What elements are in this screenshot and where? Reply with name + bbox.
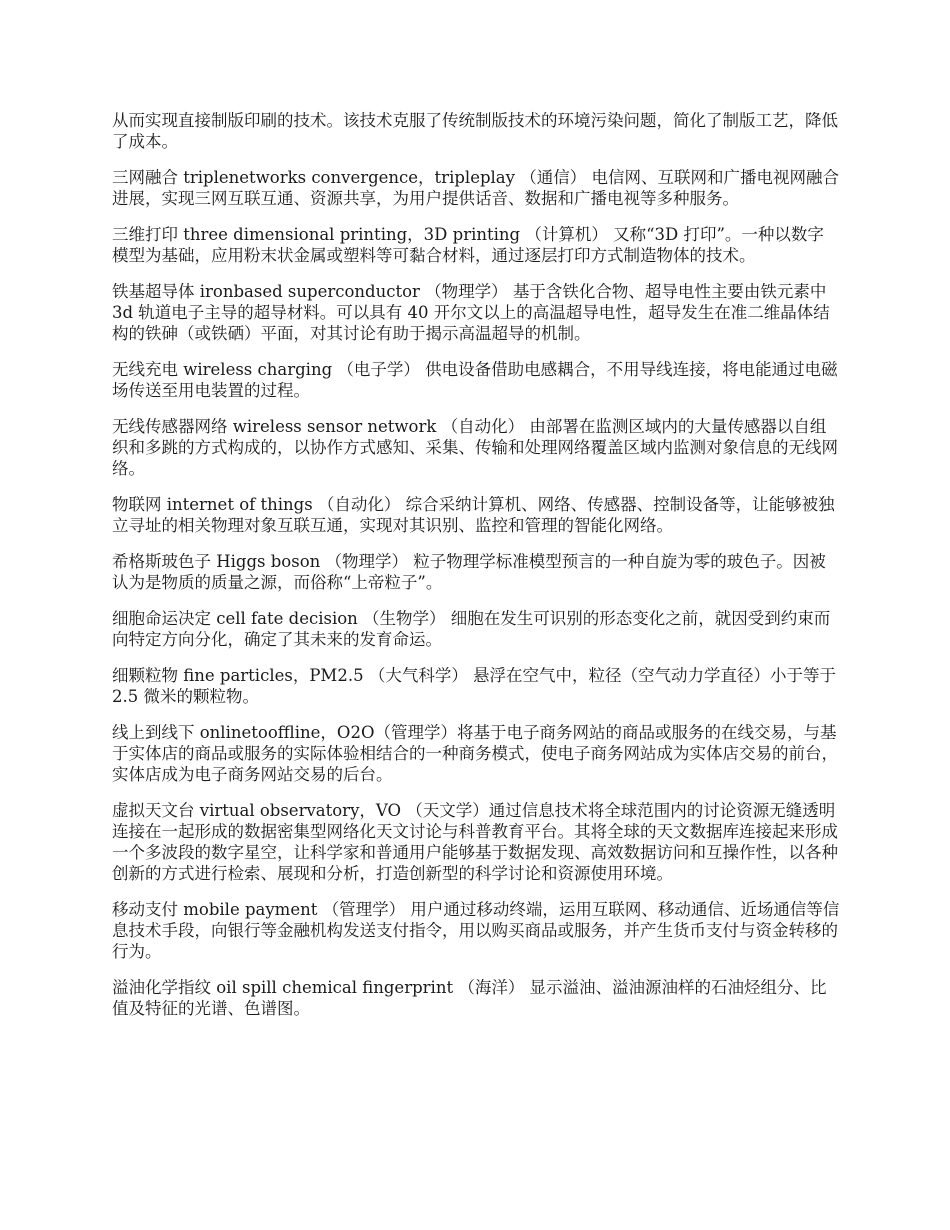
paragraph-internet-of-things: 物联网 internet of things （自动化） 综合采纳计算机、网络、传感器、控制设备等，让能够被独立寻址的相关物理对象互联互通，实现对其识别、监控和管理的智能化网络。 [112,495,835,535]
paragraph-oil-spill: 溢油化学指纹 oil spill chemical fingerprint （海洋） 显示溢油、溢油源油样的石油烃组分、比值及特征的光谱、色谱图。 [112,978,827,1018]
paragraph-mobile-payment: 移动支付 mobile payment （管理学） 用户通过移动终端，运用互联网、移动通信、近场通信等信息技术手段，向银行等金融机构发送支付指令，用以购买商品或服务，并产生货币支付与资金转移的行为。 [112,900,840,961]
paragraph-fine-particles: 细颗粒物 fine particles，PM2.5 （大气科学） 悬浮在空气中，粒径（空气动力学直径）小于等于 2.5 微米的颗粒物。 [112,666,837,706]
paragraph-iron-superconductor: 铁基超导体 ironbased superconductor （物理学） 基于含铁化合物、超导电性主要由铁元素中 3d 轨道电子主导的超导材料。可以具有 40 开尔文以上的高温超导电性，超导发生在准二维晶体结构的铁砷（或铁硒）平面，对其讨论有助于揭示高温超导的机制。 [112,282,830,343]
paragraph-o2o: 线上到线下 onlinetooffline，O2O（管理学）将基于电子商务网站的商品或服务的在线交易，与基于实体店的商品或服务的实际体验相结合的一种商务模式，使电子商务网站成为实体店交易的前台，实体店成为电子商务网站交易的后台。 [112,723,838,784]
paragraph-wireless-sensor-network: 无线传感器网络 wireless sensor network （自动化） 由部署在监测区域内的大量传感器以自组织和多跳的方式构成的，以协作方式感知、采集、传输和处理网络覆盖区域内监测对象信息的无线网络。 [112,417,838,478]
paragraph-3d-printing: 三维打印 three dimensional printing，3D printing （计算机） 又称“3D 打印”。一种以数字模型为基础，应用粉末状金属或塑料等可黏合材料，通过逐层打印方式制造物体的技术。 [112,225,824,265]
paragraph-triple-network: 三网融合 triplenetworks convergence，tripleplay （通信） 电信网、互联网和广播电视网融合进展，实现三网互联互通、资源共享，为用户提供话音、数据和广播电视等多种服务。 [112,168,839,208]
document-page [112,110,840,1034]
paragraph-wireless-charging: 无线充电 wireless charging （电子学） 供电设备借助电感耦合，不用导线连接，将电能通过电磁场传送至用电装置的过程。 [112,360,838,400]
paragraph-cell-fate: 细胞命运决定 cell fate decision （生物学） 细胞在发生可识别的形态变化之前，就因受到约束而向特定方向分化，确定了其未来的发育命运。 [112,609,831,649]
paragraph-higgs-boson: 希格斯玻色子 Higgs boson （物理学） 粒子物理学标准模型预言的一种自旋为零的玻色子。因被认为是物质的质量之源，而俗称“上帝粒子”。 [112,552,826,592]
paragraph-virtual-observatory: 虚拟天文台 virtual observatory，VO （天文学）通过信息技术将全球范围内的讨论资源无缝透明连接在一起形成的数据密集型网络化天文讨论与科普教育平台。其将全球的天文数据库连接起来形成一个多波段的数字星空，让科学家和普通用户能够基于数据发现、高效数据访问和互操作性，以各种创新的方式进行检索、展现和分析，打造创新型的科学讨论和资源使用环境。 [112,801,838,883]
paragraph-continuation: 从而实现直接制版印刷的技术。该技术克服了传统制版技术的环境污染问题，简化了制版工艺，降低了成本。 [112,111,838,151]
